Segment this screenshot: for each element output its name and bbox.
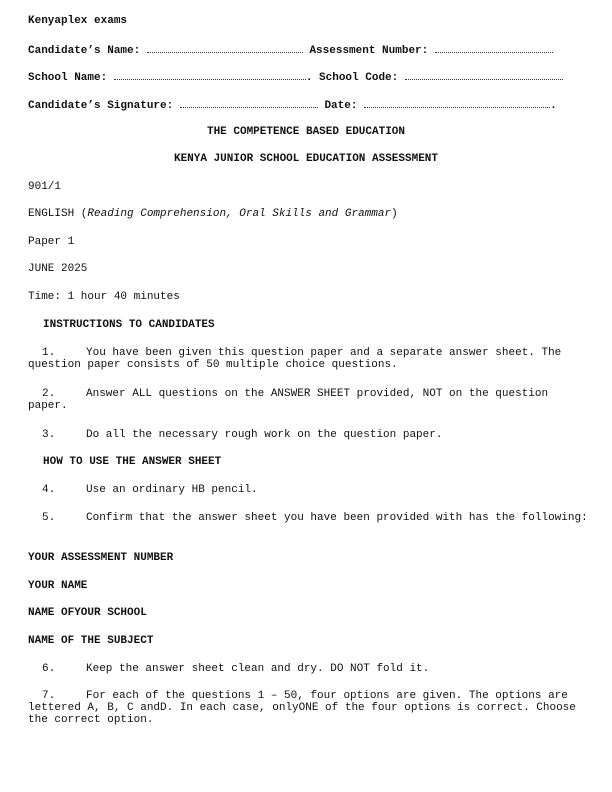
field-school-name: NAME OFYOUR SCHOOL — [28, 607, 147, 619]
field-subject-name: NAME OF THE SUBJECT — [28, 635, 154, 647]
candidate-name-blank — [147, 43, 303, 53]
exam-time: Time: 1 hour 40 minutes — [28, 291, 180, 303]
instruction-text: For each of the questions 1 – 50, four options are given. The options are lettered A, B, C andD. In each case, onlyONE of the four options is correct. Choose the correct option. — [28, 690, 576, 726]
school-name-row: School Name: . School Code: — [28, 70, 563, 85]
subject-suffix: ) — [391, 208, 398, 220]
exam-code: 901/1 — [28, 181, 62, 193]
candidate-name-row — [28, 43, 553, 58]
instruction-number: 1. — [42, 347, 56, 359]
signature-label: Candidate’s Signature: — [28, 100, 174, 112]
instruction-item-4 — [28, 484, 588, 496]
instruction-item-1 — [28, 347, 588, 371]
instruction-number: 7. — [42, 690, 56, 702]
instruction-text: Answer ALL questions on the ANSWER SHEET provided, NOT on the question paper. — [28, 388, 549, 412]
exam-subject — [28, 208, 398, 221]
instruction-item-6 — [28, 663, 588, 675]
instruction-item-5 — [28, 512, 588, 524]
subject-prefix: ENGLISH ( — [28, 208, 88, 220]
school-name-blank — [114, 70, 306, 80]
assessment-number-label: Assessment Number: — [309, 45, 429, 57]
exam-date: JUNE 2025 — [28, 263, 88, 275]
date-blank — [364, 98, 550, 108]
field-assessment-number: YOUR ASSESSMENT NUMBER — [28, 552, 174, 564]
field-your-name: YOUR NAME — [28, 580, 88, 592]
exam-title-1: THE COMPETENCE BASED EDUCATION — [206, 126, 406, 138]
signature-blank — [180, 98, 318, 108]
instruction-item-7 — [28, 690, 588, 726]
instruction-text: Use an ordinary HB pencil. — [86, 484, 258, 496]
school-name-label: School Name: — [28, 72, 108, 84]
instruction-text: Keep the answer sheet clean and dry. DO NOT fold it. — [86, 663, 430, 675]
school-code-label: School Code: — [319, 72, 399, 84]
subject-italic: Reading Comprehension, Oral Skills and Grammar — [87, 208, 392, 220]
instruction-number: 4. — [42, 484, 56, 496]
instruction-item-2 — [28, 388, 588, 412]
instruction-text: Do all the necessary rough work on the question paper. — [86, 429, 443, 441]
assessment-number-blank — [435, 43, 553, 53]
answer-sheet-heading: HOW TO USE THE ANSWER SHEET — [43, 456, 222, 468]
exam-title-2: KENYA JUNIOR SCHOOL EDUCATION ASSESSMENT — [173, 153, 439, 165]
brand-title: Kenyaplex exams — [28, 15, 128, 27]
instruction-text: Confirm that the answer sheet you have been provided with has the following: — [86, 512, 588, 524]
instruction-number: 2. — [42, 388, 56, 400]
instruction-text: You have been given this question paper and a separate answer sheet. The question paper consists of 50 multiple choice questions. — [28, 347, 562, 371]
signature-row: Candidate’s Signature: Date: . — [28, 100, 557, 112]
date-label: Date: — [324, 100, 358, 112]
instruction-item-3 — [28, 429, 588, 441]
instruction-number: 3. — [42, 429, 56, 441]
instructions-heading: INSTRUCTIONS TO CANDIDATES — [43, 319, 215, 331]
instruction-number: 6. — [42, 663, 56, 675]
candidate-name-label: Candidate’s Name: — [28, 45, 141, 57]
instruction-number: 5. — [42, 512, 56, 524]
exam-paper: Paper 1 — [28, 236, 75, 248]
school-code-blank — [405, 70, 563, 80]
